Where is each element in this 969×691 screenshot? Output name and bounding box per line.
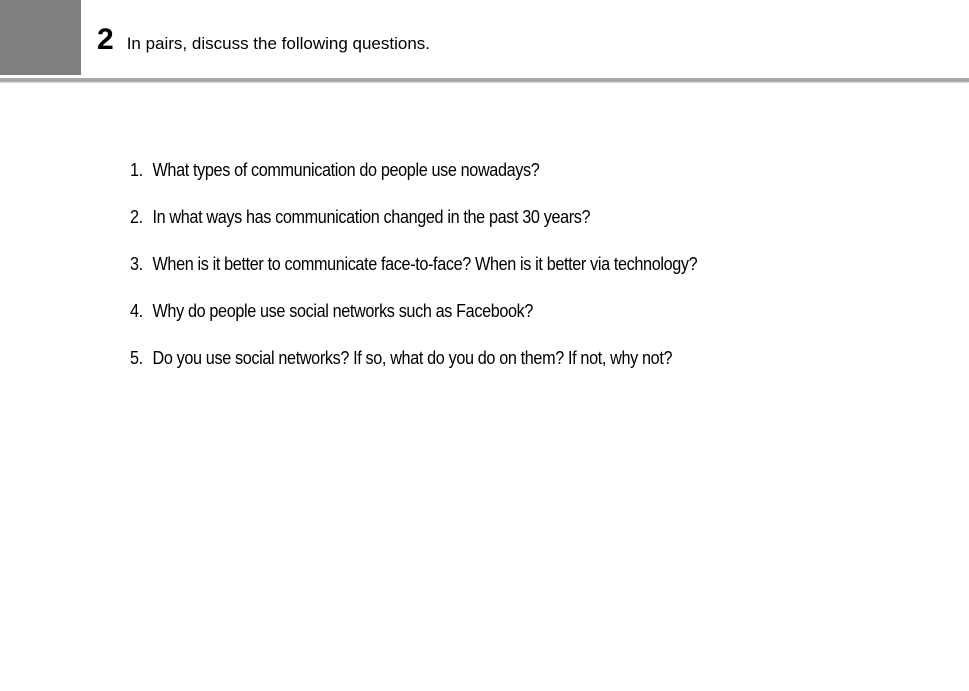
- question-item-3: [130, 249, 697, 296]
- question-number: 3.: [130, 254, 143, 274]
- question-item-4: [130, 296, 697, 343]
- header-divider: [0, 78, 969, 82]
- question-text: In what ways has communication changed in the past 30 years?: [152, 207, 591, 227]
- question-item-1: [130, 155, 697, 202]
- question-item-5: [130, 343, 697, 390]
- question-number: 1.: [130, 160, 143, 180]
- question-item-2: [130, 202, 697, 249]
- question-number: 5.: [130, 348, 143, 368]
- question-text: Do you use social networks? If so, what do you do on them? If not, why not?: [152, 348, 673, 368]
- question-text: Why do people use social networks such as Facebook?: [152, 301, 534, 321]
- exercise-instruction: In pairs, discuss the following questions.: [126, 34, 431, 53]
- question-text: What types of communication do people use nowadays?: [152, 160, 540, 180]
- question-list: [130, 155, 760, 390]
- question-number: 4.: [130, 301, 143, 321]
- exercise-number: 2: [97, 23, 114, 56]
- exercise-header: [97, 22, 430, 62]
- question-number: 2.: [130, 207, 143, 227]
- question-text: When is it better to communicate face-to-face? When is it better via technology?: [152, 254, 698, 274]
- header-gray-block: [0, 0, 81, 75]
